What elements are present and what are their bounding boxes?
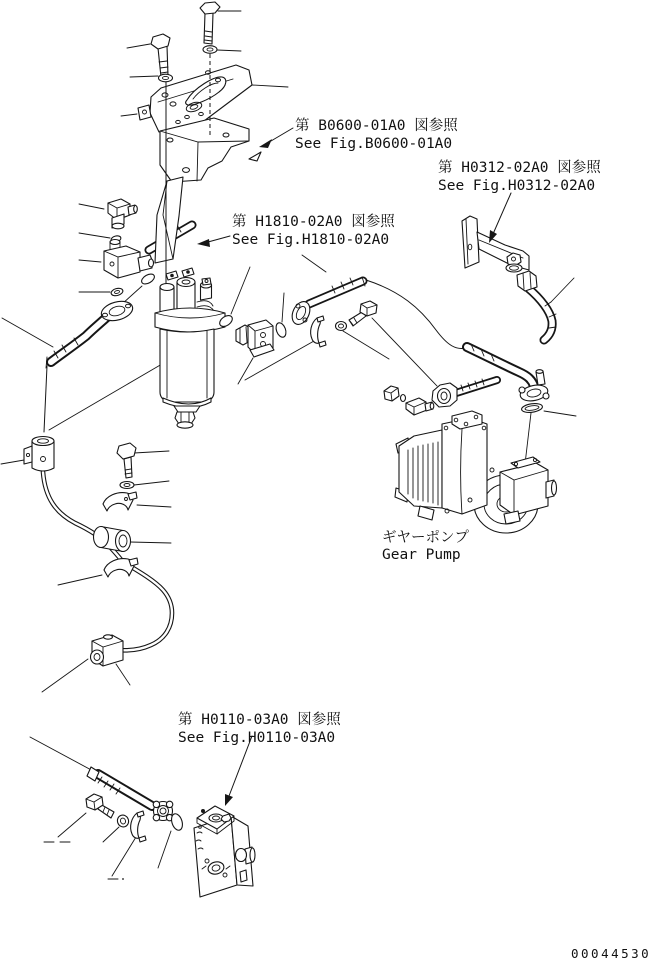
o-ring-small <box>401 395 406 402</box>
edge-dashes <box>44 842 124 880</box>
callout-arrow-h0312 <box>489 193 511 243</box>
o-ring <box>110 287 123 297</box>
return-filter <box>140 268 225 428</box>
saddle-clamp-lower <box>104 558 138 577</box>
bushing <box>94 527 131 552</box>
callout-arrow-b0600 <box>249 128 293 161</box>
valve-block <box>194 806 255 897</box>
callout-h1810-jp: 第 H1810-02A0 図参照 <box>232 214 395 230</box>
callout-h1810-en: See Fig.H1810-02A0 <box>232 232 390 248</box>
washer-top <box>203 46 217 54</box>
gear-pump <box>395 411 557 533</box>
gear-pump-label-en: Gear Pump <box>382 547 461 563</box>
gear-pump-label-jp: ギヤーポンプ <box>382 530 469 546</box>
drawing-number: 00044530 <box>571 946 652 961</box>
washer <box>336 322 347 331</box>
plug <box>384 386 399 401</box>
hex-bolt-middle <box>117 443 136 478</box>
hex-bolt-top <box>200 2 220 44</box>
cover-plate <box>138 65 252 132</box>
elbow-fitting <box>108 199 137 229</box>
saddle-clamp-upper <box>103 492 137 511</box>
shut-off-valve <box>91 635 124 666</box>
o-ring-right <box>521 402 543 413</box>
clamp-bracket <box>462 216 537 291</box>
hex-bolt <box>349 301 377 326</box>
pipe-fitting-cylinder <box>24 437 54 472</box>
washer-middle <box>120 482 134 489</box>
support-arm <box>155 177 183 263</box>
solenoid-valve <box>104 240 154 279</box>
hex-bolt-bottom <box>86 794 114 818</box>
callout-h0110-en: See Fig.H0110-03A0 <box>178 730 336 746</box>
nipple <box>406 398 434 415</box>
leader-lines <box>1 11 576 880</box>
hex-bolt-upper-left <box>151 34 170 77</box>
elbow-block <box>236 320 274 357</box>
o-ring-filter <box>140 272 156 286</box>
o-ring <box>274 321 288 338</box>
callout-h0110-jp: 第 H0110-03A0 図参照 <box>178 712 341 728</box>
callout-b0600-en: See Fig.B0600-01A0 <box>295 136 453 152</box>
callout-h0312-en: See Fig.H0312-02A0 <box>438 178 596 194</box>
half-clamp-bottom <box>131 811 146 842</box>
washer-upper-left <box>159 74 173 82</box>
half-clamp <box>311 316 326 347</box>
callout-b0600-jp: 第 B0600-01A0 図参照 <box>295 118 458 134</box>
callout-arrow-h1810 <box>197 236 230 247</box>
callout-arrow-h0110 <box>225 736 252 806</box>
mounting-bracket <box>160 118 249 182</box>
bottom-hose-flange <box>153 801 173 821</box>
callout-h0312-jp: 第 H0312-02A0 図参照 <box>438 160 601 176</box>
hose-socket <box>432 383 457 407</box>
washer-bottom <box>116 813 130 828</box>
